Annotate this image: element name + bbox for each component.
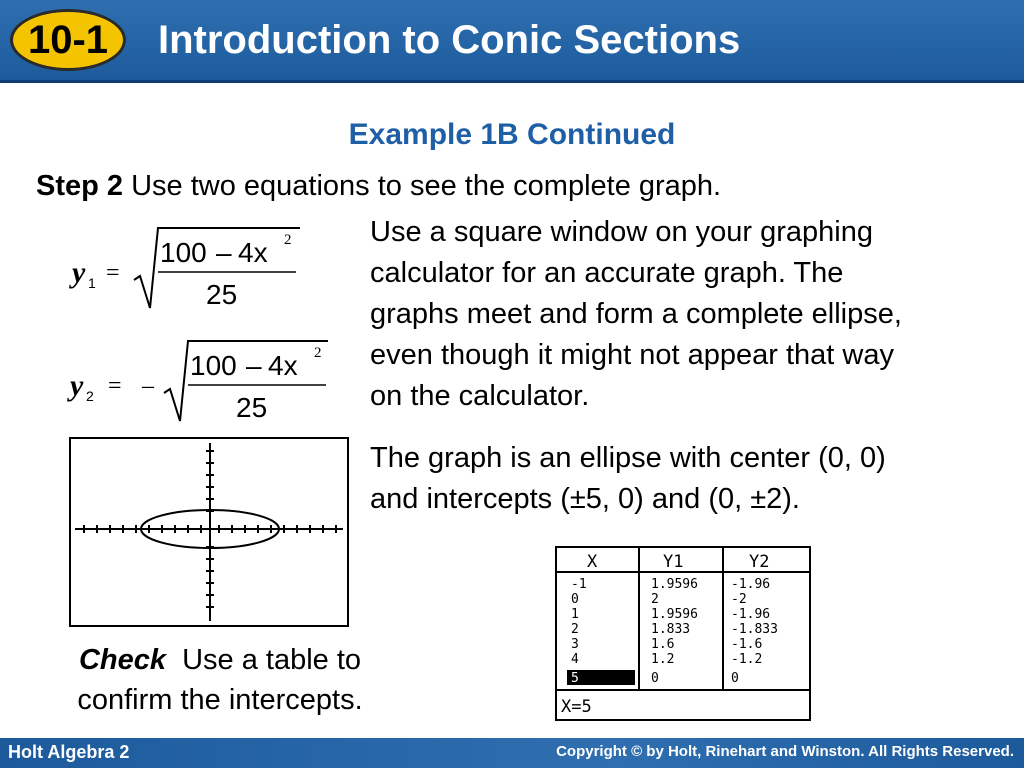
table-cell: 0 [731,671,739,686]
check-note [40,640,400,720]
example-subtitle: Example 1B Continued [348,118,676,151]
calc-table [557,548,809,719]
eq1-numer-b: 4x [238,237,268,268]
table-cell: 1.2 [651,652,675,667]
eq1-numer-a: 100 [160,237,207,268]
footer-bar [0,738,1024,768]
explanation-line: on the calculator. [370,380,590,412]
table-header-y1: Y1 [663,552,684,572]
table-status-line: X=5 [561,697,592,717]
table-cell: 1 [571,607,579,622]
eq2-exp: 2 [314,345,322,361]
check-text-1: Use a table to [182,644,362,676]
table-cell: 0 [571,592,579,607]
eq1-var: y [72,256,86,289]
equation-y1 [68,222,308,314]
table-cell: -1.96 [731,577,771,592]
table-header-y2: Y2 [749,552,770,572]
eq1-denom: 25 [206,279,238,310]
equation-y2 [66,335,336,427]
footer-copyright: Copyright © by Holt, Rinehart and Winston. All Rights Reserved. [556,743,1014,760]
conclusion-paragraph [370,438,1010,520]
calculator-table-screen [555,546,811,721]
conclusion-line: and intercepts (±5, 0) and (0, ±2). [370,483,800,515]
eq2-var: y [70,369,84,402]
table-cell: 0 [651,671,659,686]
eq1-minus: – [216,237,232,268]
table-header-x: X [587,552,598,572]
eq1-sub: 1 [88,275,96,291]
step-label: Step 2 [36,170,124,202]
conclusion-line: The graph is an ellipse with center (0, 0) [370,442,886,474]
header-bar [0,0,1024,82]
check-line-2: confirm the intercepts. [77,684,363,716]
footer-course: Holt Algebra 2 [8,742,130,762]
table-cell: 1.833 [651,622,691,637]
eq1-exp: 2 [284,232,292,248]
table-cell: 2 [651,592,659,607]
header-divider [0,80,1024,83]
table-cell: 4 [571,652,579,667]
explanation-line: graphs meet and form a complete ellipse, [370,298,902,330]
table-cell: -1.96 [731,607,771,622]
ellipse-graph [71,439,347,625]
eq2-sub: 2 [86,388,94,404]
step-text: Use two equations to see the complete graph. [131,170,722,202]
table-cell: 2 [571,622,579,637]
explanation-paragraph [370,212,1010,417]
explanation-line: Use a square window on your graphing [370,216,873,248]
eq2-minus: – [246,350,262,381]
table-cell: -1.6 [731,637,763,652]
table-cell: 5 [571,671,579,686]
table-cell: 1.6 [651,637,675,652]
eq2-sign: – [142,373,154,399]
table-cell: 1.9596 [651,577,698,592]
eq2-numer-a: 100 [190,350,237,381]
calculator-graph-screen [69,437,349,627]
explanation-line: calculator for an accurate graph. The [370,257,844,289]
lesson-badge: 10-1 [10,9,126,71]
eq2-equals: = [108,373,122,399]
table-cell: -1.833 [731,622,778,637]
table-cell: -1.2 [731,652,763,667]
eq2-numer-b: 4x [268,350,298,381]
explanation-line: even though it might not appear that way [370,339,894,371]
check-label: Check [78,644,166,676]
table-cell: -1 [571,577,587,592]
eq1-equals: = [106,260,120,286]
step-line [36,170,721,203]
table-cell: 3 [571,637,579,652]
eq2-denom: 25 [236,392,268,423]
table-rows [571,577,778,686]
table-cell: 1.9596 [651,607,698,622]
page-title: Introduction to Conic Sections [158,18,741,62]
table-cell: -2 [731,592,747,607]
check-line-1 [40,640,400,680]
